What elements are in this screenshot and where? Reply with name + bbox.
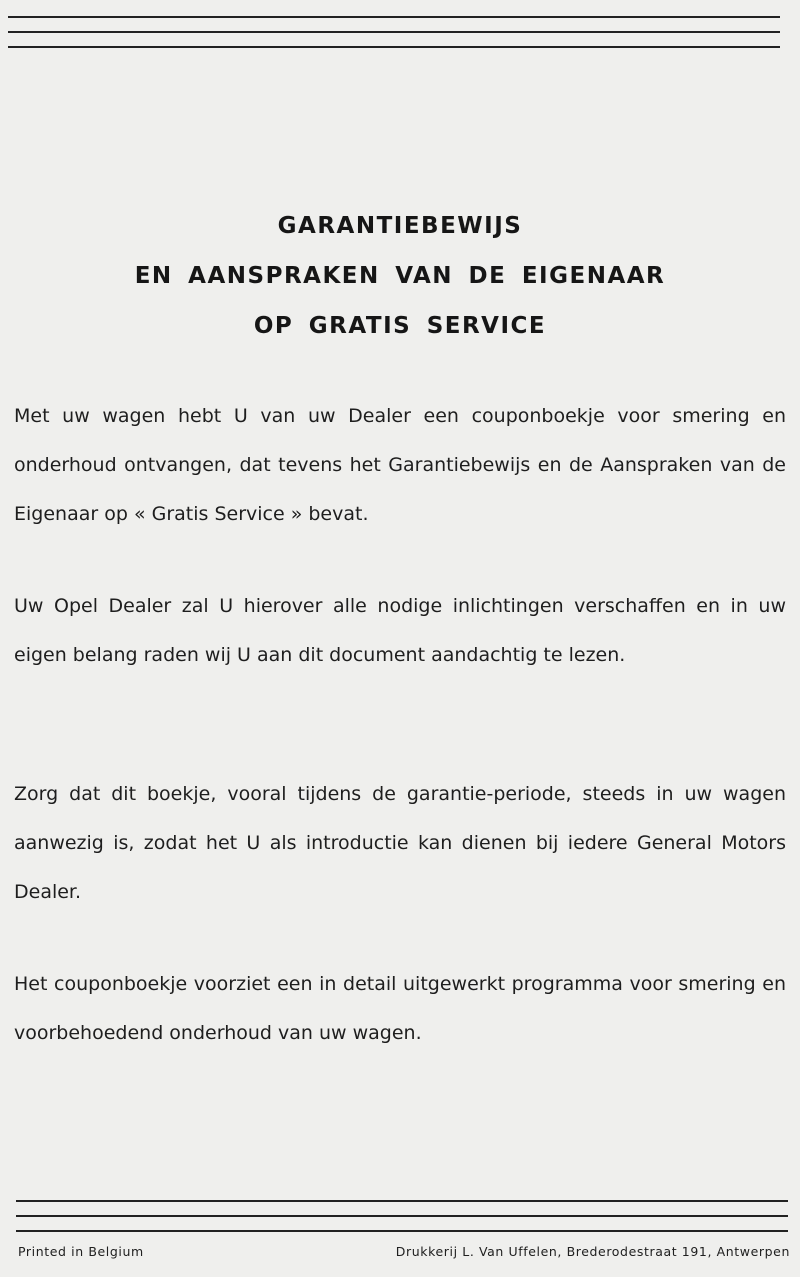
bottom-rule-2 <box>16 1215 788 1217</box>
top-rule-1 <box>8 16 780 18</box>
top-rule-2 <box>8 31 780 33</box>
top-rule-3 <box>8 46 780 48</box>
footer-printed-in: Printed in Belgium <box>18 1244 144 1259</box>
bottom-rule-1 <box>16 1200 788 1202</box>
paragraph-2: Uw Opel Dealer zal U hierover alle nodige inlichtingen verschaffen en in uw eigen belang raden wij U aan dit document aandachtig te lezen. <box>14 595 786 666</box>
title-line-3: OP GRATIS SERVICE <box>253 313 547 339</box>
footer-printer-address: Drukkerij L. Van Uffelen, Brederodestraat 191, Antwerpen <box>395 1244 790 1259</box>
title-line-2: EN AANSPRAKEN VAN DE EIGENAAR <box>134 263 666 289</box>
paragraph-4: Het couponboekje voorziet een in detail uitgewerkt programma voor smering en voorbehoedend onderhoud van uw wagen. <box>14 973 786 1044</box>
paragraph-1: Met uw wagen hebt U van uw Dealer een couponboekje voor smering en onderhoud ontvangen, dat tevens het Garantiebewijs en de Aanspraken van de Eigenaar op « Gratis Service » bevat. <box>14 405 786 525</box>
paragraph-3: Zorg dat dit boekje, vooral tijdens de garantie-periode, steeds in uw wagen aanwezig is, zodat het U als introductie kan dienen bij iedere General Motors Dealer. <box>14 783 786 903</box>
bottom-rule-3 <box>16 1230 788 1232</box>
title-line-1: GARANTIEBEWIJS <box>277 213 523 239</box>
